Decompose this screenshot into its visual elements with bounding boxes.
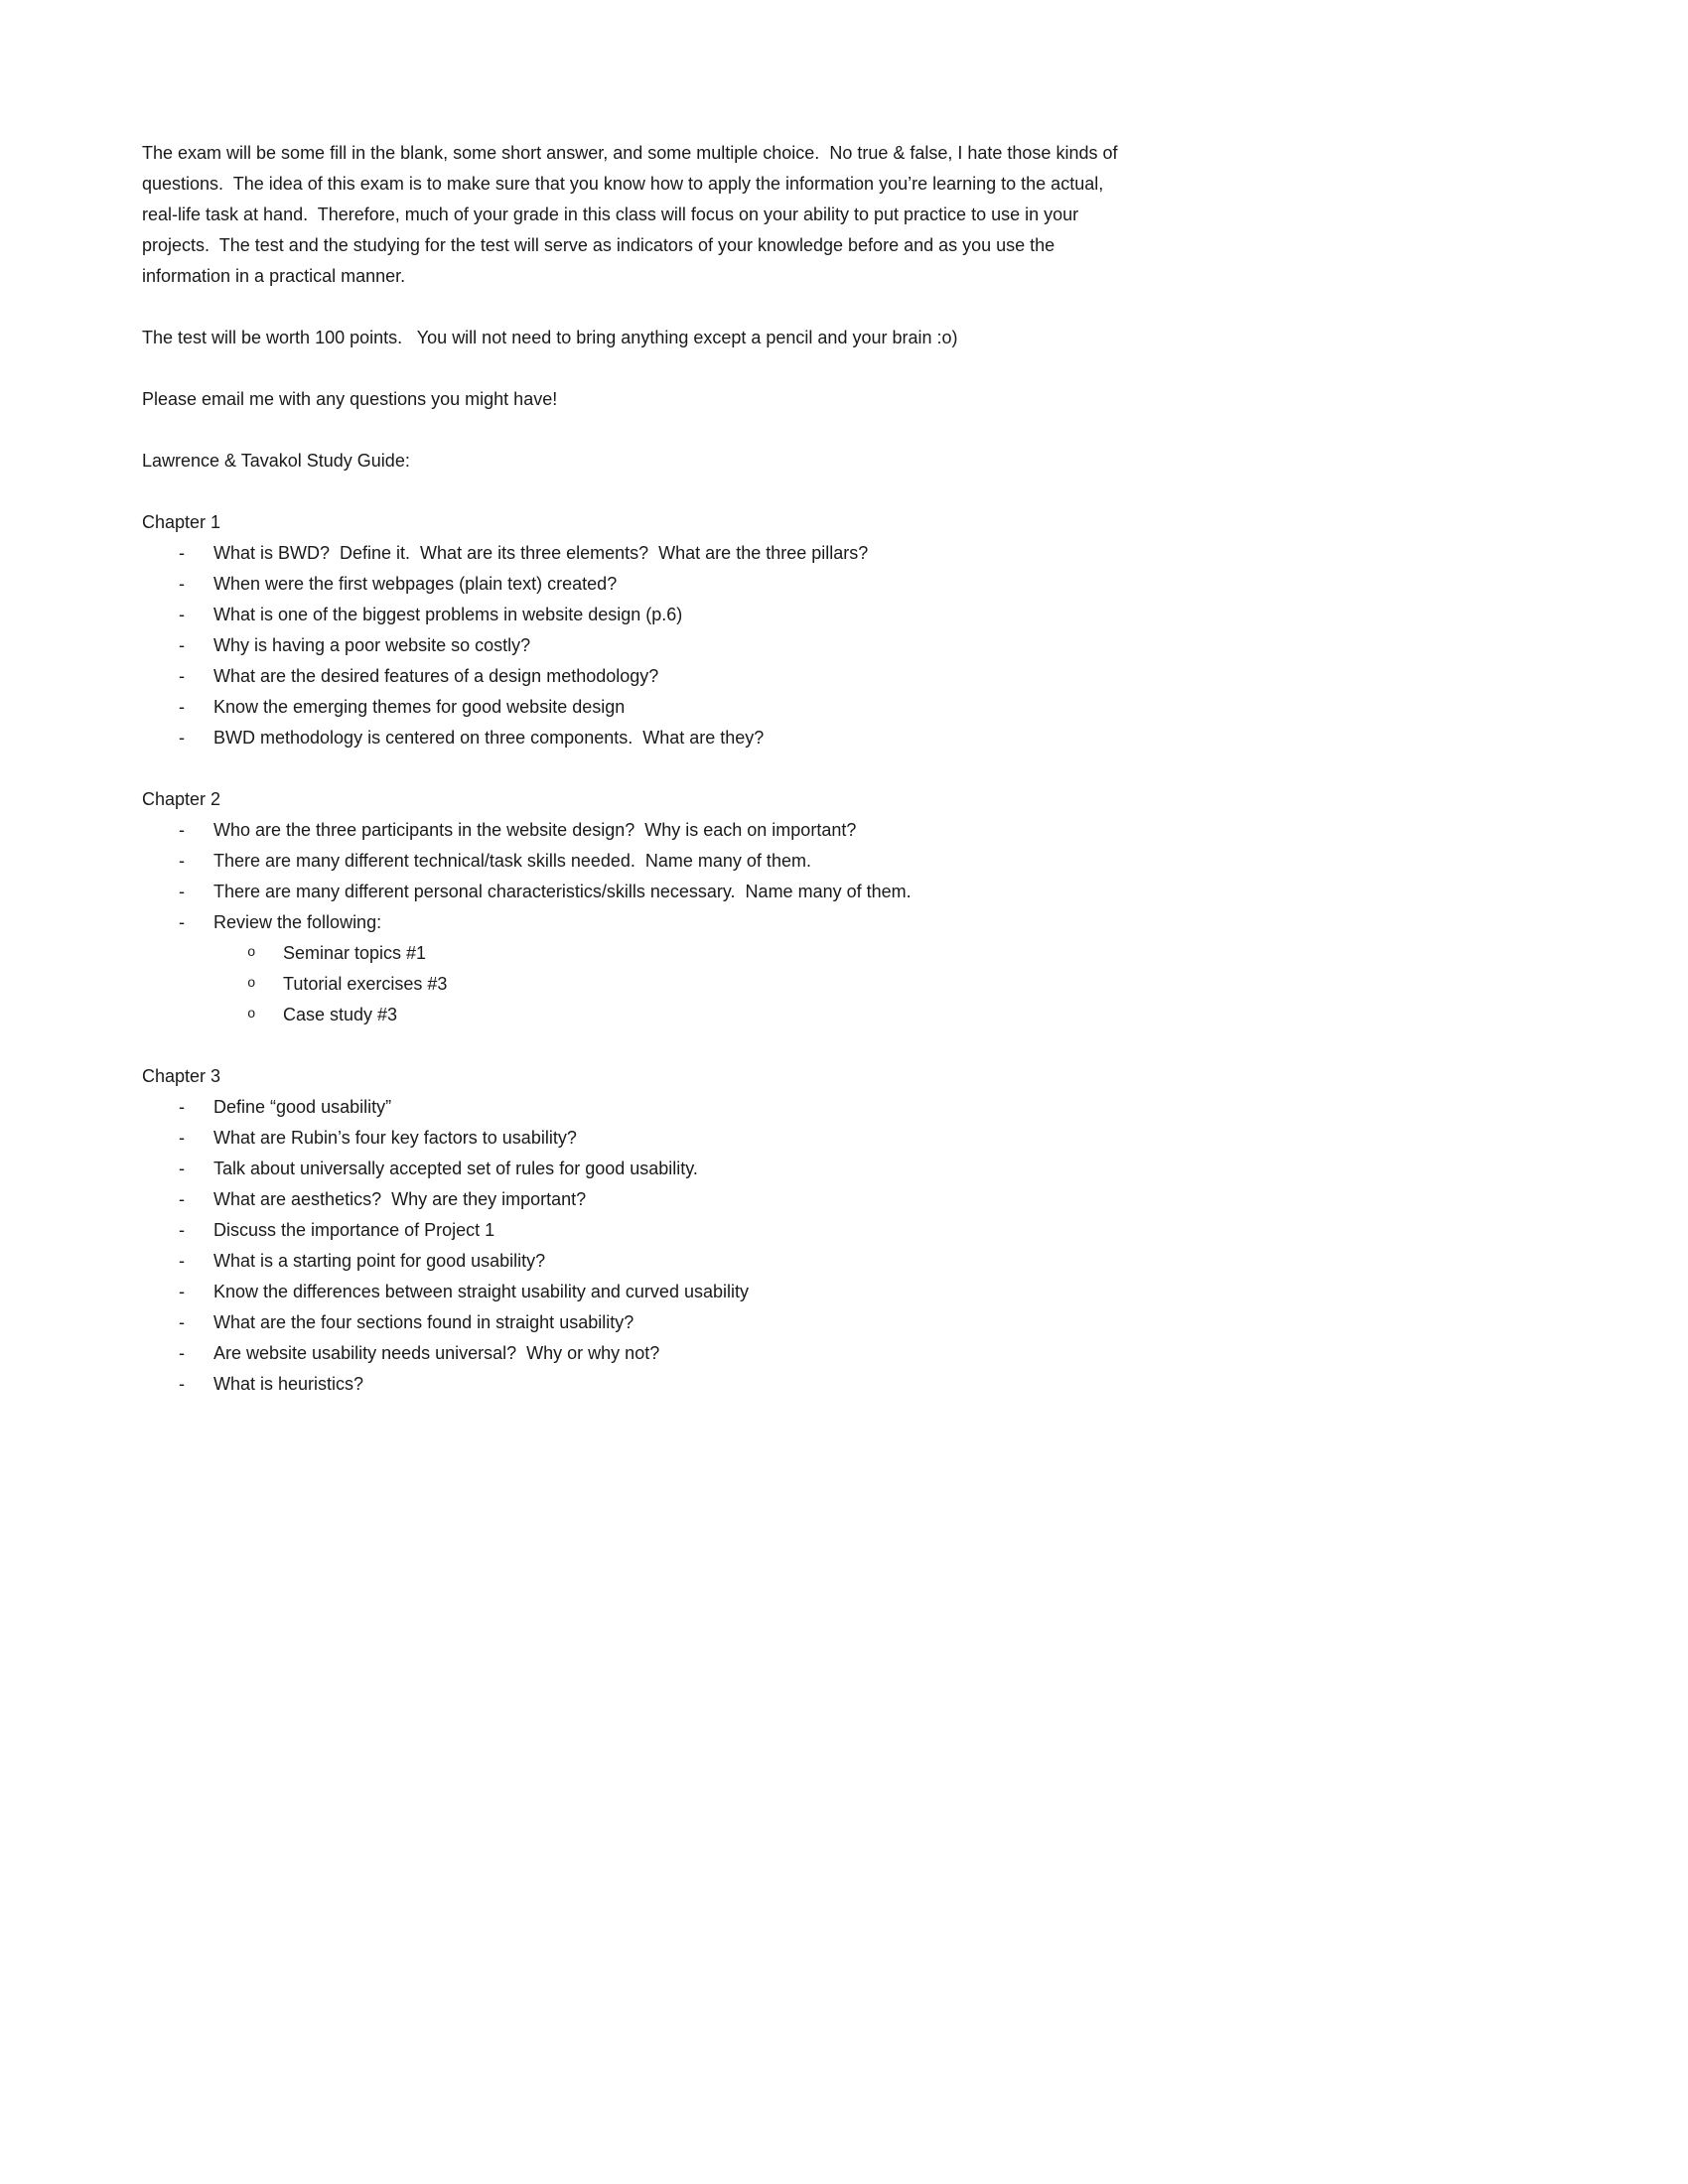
bullet-text: What is heuristics?: [213, 1374, 364, 1394]
document-content: [142, 138, 1130, 1431]
bullet-text: Who are the three participants in the website design? Why is each on important?: [213, 820, 857, 840]
bullet-text: What is BWD? Define it. What are its three elements? What are the three pillars?: [213, 543, 869, 563]
bullet-list: [142, 1092, 1130, 1400]
chapter-heading: Chapter 1: [142, 512, 221, 532]
bullet-text: Know the emerging themes for good website design: [213, 697, 626, 717]
chapter-heading: Chapter 3: [142, 1066, 221, 1086]
bullet-item: [142, 1277, 1130, 1307]
bullet-text: Review the following:: [213, 912, 382, 932]
bullet-text: What is one of the biggest problems in website design (p.6): [213, 605, 683, 624]
bullet-marker: -: [179, 882, 185, 901]
bullet-item: [142, 1246, 1130, 1277]
bullet-item: [142, 1092, 1130, 1123]
sub-bullet-marker: o: [247, 1007, 256, 1023]
bullet-text: BWD methodology is centered on three components. What are they?: [213, 728, 765, 748]
bullet-marker: -: [179, 605, 185, 624]
bullet-marker: -: [179, 697, 185, 717]
bullet-marker: -: [179, 820, 185, 840]
bullet-item: [142, 600, 1130, 630]
paragraph: Please email me with any questions you might have!: [142, 389, 558, 409]
bullet-text: When were the first webpages (plain text) created?: [213, 574, 618, 594]
sub-bullet-item: [142, 938, 1130, 969]
bullet-text: Discuss the importance of Project 1: [213, 1220, 495, 1240]
bullet-marker: -: [179, 635, 185, 655]
bullet-item: [142, 661, 1130, 692]
bullet-marker: -: [179, 1159, 185, 1178]
bullet-item: [142, 630, 1130, 661]
bullet-item: [142, 877, 1130, 907]
bullet-marker: -: [179, 543, 185, 563]
bullet-marker: -: [179, 1189, 185, 1209]
bullet-list: [142, 815, 1130, 1030]
bullet-item: [142, 1338, 1130, 1369]
sub-bullet-text: Tutorial exercises #3: [283, 974, 448, 994]
bullet-text: Define “good usability”: [213, 1097, 392, 1117]
sub-bullet-item: [142, 969, 1130, 1000]
bullet-marker: -: [179, 666, 185, 686]
bullet-item: [142, 1215, 1130, 1246]
bullet-marker: -: [179, 1343, 185, 1363]
bullet-item: [142, 815, 1130, 846]
sub-bullet-item: [142, 1000, 1130, 1030]
bullet-item: [142, 692, 1130, 723]
sub-bullet-marker: o: [247, 945, 256, 961]
bullet-text: Talk about universally accepted set of rules for good usability.: [213, 1159, 698, 1178]
bullet-text: There are many different personal characteristics/skills necessary. Name many of them.: [213, 882, 912, 901]
bullet-item: [142, 1184, 1130, 1215]
bullet-item: [142, 538, 1130, 569]
bullet-text: Are website usability needs universal? Why or why not?: [213, 1343, 660, 1363]
sub-bullet-marker: o: [247, 976, 256, 992]
bullet-marker: -: [179, 1282, 185, 1301]
bullet-item: [142, 1369, 1130, 1400]
bullet-text: Know the differences between straight usability and curved usability: [213, 1282, 749, 1301]
bullet-marker: -: [179, 1128, 185, 1148]
bullet-text: What are aesthetics? Why are they important?: [213, 1189, 587, 1209]
bullet-marker: -: [179, 851, 185, 871]
sub-bullet-text: Seminar topics #1: [283, 943, 427, 963]
bullet-item: [142, 569, 1130, 600]
bullet-text: There are many different technical/task skills needed. Name many of them.: [213, 851, 811, 871]
bullet-text: What is a starting point for good usability?: [213, 1251, 546, 1271]
bullet-item: [142, 1154, 1130, 1184]
bullet-item: [142, 1307, 1130, 1338]
bullet-marker: -: [179, 728, 185, 748]
bullet-marker: -: [179, 1220, 185, 1240]
chapter-heading: Chapter 2: [142, 789, 221, 809]
bullet-list: [142, 538, 1130, 753]
bullet-marker: -: [179, 912, 185, 932]
bullet-marker: -: [179, 1097, 185, 1117]
paragraph: The test will be worth 100 points. You will not need to bring anything except a pencil and your brain :o): [142, 328, 958, 347]
bullet-item: [142, 907, 1130, 938]
paragraph: Lawrence & Tavakol Study Guide:: [142, 451, 410, 471]
bullet-item: [142, 1123, 1130, 1154]
bullet-text: Why is having a poor website so costly?: [213, 635, 531, 655]
bullet-text: What are the four sections found in straight usability?: [213, 1312, 634, 1332]
bullet-marker: -: [179, 574, 185, 594]
bullet-marker: -: [179, 1312, 185, 1332]
bullet-text: What are the desired features of a design methodology?: [213, 666, 659, 686]
bullet-text: What are Rubin’s four key factors to usability?: [213, 1128, 577, 1148]
bullet-item: [142, 723, 1130, 753]
paragraph: The exam will be some fill in the blank, some short answer, and some multiple choice. No true & false, I hate those kinds of questions. The idea of this exam is to make sure that you know how to apply the information you’re learning to the actual, real-life task at hand. Therefore, much of your grade in this class will focus on your ability to put practice to use in your projects. The test and the studying for the test will serve as indicators of your knowledge before and as you use the information in a practical manner.: [142, 143, 1123, 286]
sub-bullet-text: Case study #3: [283, 1005, 398, 1024]
bullet-marker: -: [179, 1251, 185, 1271]
bullet-item: [142, 846, 1130, 877]
bullet-marker: -: [179, 1374, 185, 1394]
